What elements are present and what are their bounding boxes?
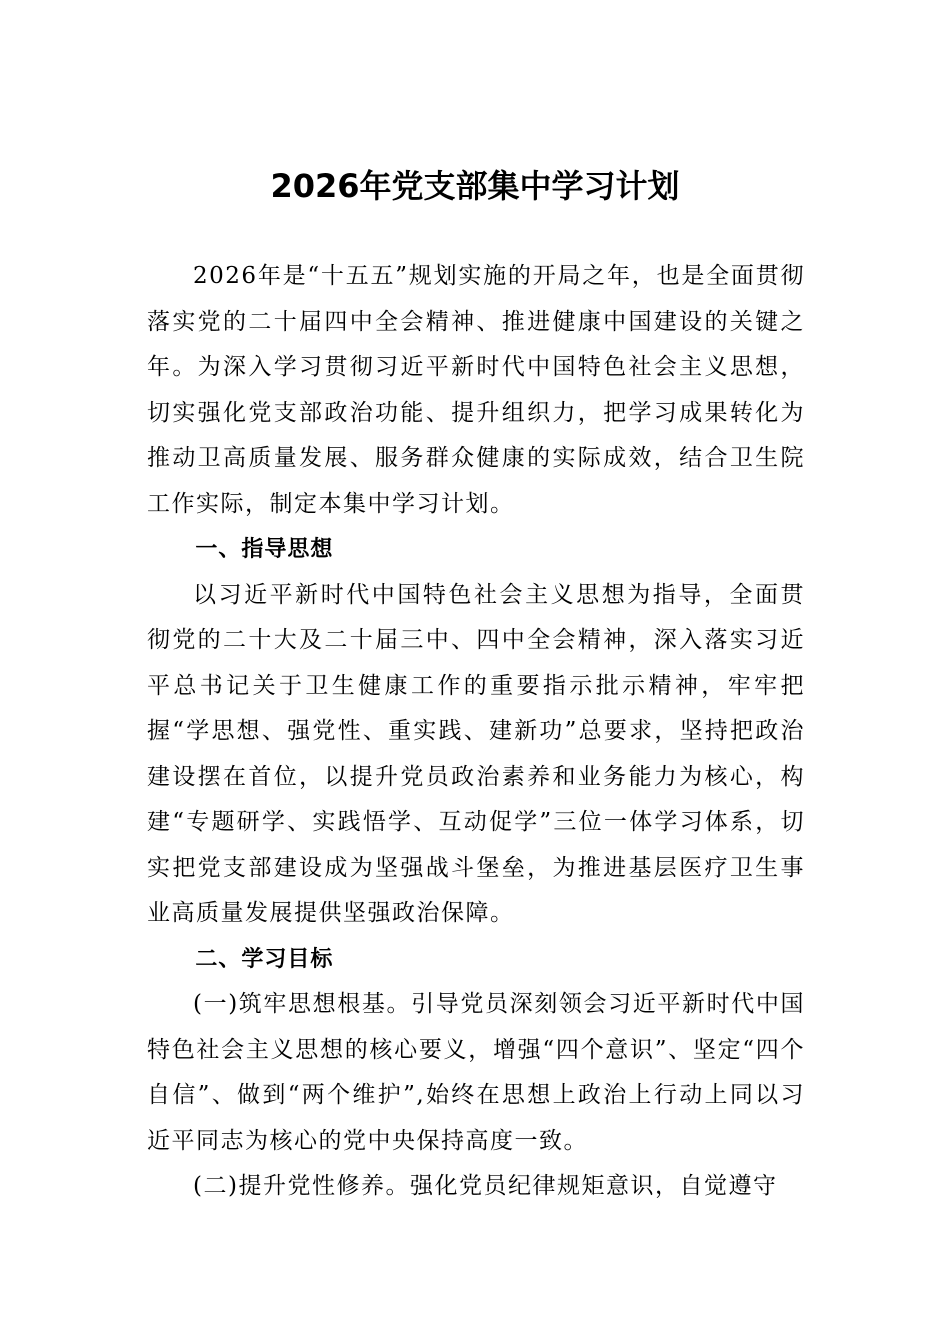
- document-body: [147, 254, 805, 1210]
- goal-item-2: [147, 1164, 805, 1210]
- goal-item-2-text: 强化党员纪律规矩意识，自觉遵守: [409, 1173, 778, 1199]
- document-title: 2026年党支部集中学习计划: [270, 167, 680, 205]
- section-heading-guiding-ideology: 一、指导思想: [195, 537, 334, 562]
- guiding-ideology-paragraph: 以习近平新时代中国特色社会主义思想为指导，全面贯彻党的二十大及二十届三中、四中全会精神，深入落实习近平总书记关于卫生健康工作的重要指示批示精神，牢牢把握“学思想、强党性、重实践、建新功”总要求，坚持把政治建设摆在首位，以提升党员政治素养和业务能力为核心，构建“专题研学、实践悟学、互动促学”三位一体学习体系，切实把党支部建设成为坚强战斗堡垒，为推进基层医疗卫生事业高质量发展提供坚强政治保障。: [147, 581, 805, 926]
- goal-item-1-text: 引导党员深刻领会习近平新时代中国特色社会主义思想的核心要义，增强“四个意识”、坚定“四个自信”、做到“两个维护”,始终在思想上政治上行动上同以习近平同志为核心的党中央保持高度一致。: [147, 991, 806, 1154]
- goal-item-2-lead: (二)提升党性修养。: [193, 1173, 410, 1199]
- intro-paragraph: 2026年是“十五五”规划实施的开局之年，也是全面贯彻落实党的二十届四中全会精神、推进健康中国建设的关键之年。为深入学习贯彻习近平新时代中国特色社会主义思想，切实强化党支部政治功能、提升组织力，把学习成果转化为推动卫高质量发展、服务群众健康的实际成效，结合卫生院工作实际，制定本集中学习计划。: [147, 263, 805, 517]
- section-heading-learning-goals: 二、学习目标: [195, 946, 334, 972]
- goal-item-1: [147, 982, 805, 1164]
- goal-item-1-lead: (一)筑牢思想根基。: [193, 991, 412, 1017]
